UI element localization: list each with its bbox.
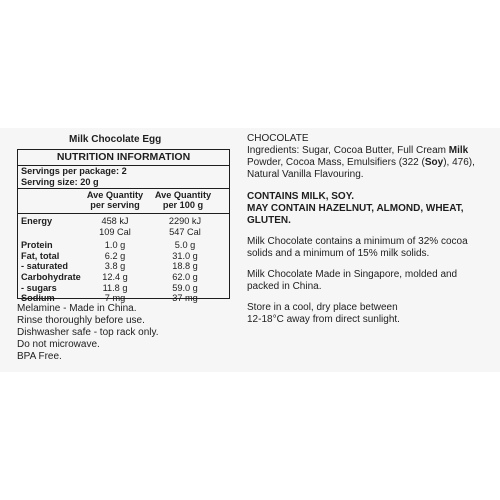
care-line: BPA Free. — [17, 351, 62, 362]
table-row: Energy 458 kJ 2290 kJ — [21, 216, 202, 226]
care-line: Dishwasher safe - top rack only. — [17, 327, 159, 338]
table-row: 109 Cal 547 Cal — [99, 226, 201, 237]
column-headers — [18, 189, 229, 213]
care-line: Rinse thoroughly before use. — [17, 315, 145, 326]
table-row: - saturated 3.8 g 18.8 g — [21, 261, 198, 272]
care-instructions — [17, 303, 232, 363]
ingredients-text: Ingredients: Sugar, Cocoa Butter, Full Cream Milk Powder, Cocoa Mass, Emulsifiers (322 (Soy), 476), Natural Vanilla Flavouring. — [247, 145, 475, 180]
table-row: Carbohydrate 12.4 g 62.0 g — [21, 271, 198, 282]
table-row: Protein 1.0 g 5.0 g — [21, 240, 196, 251]
nutrition-information-panel — [17, 149, 230, 304]
column-header-per-100g: Ave Quantity per 100 g — [154, 190, 212, 210]
product-title: Milk Chocolate Egg — [69, 134, 162, 145]
ingredients-heading: CHOCOLATE — [247, 133, 309, 144]
servings-per-package: Servings per package: 2 — [21, 166, 127, 176]
table-row: Sodium 7 mg 37 mg — [21, 293, 198, 304]
care-line: Do not microwave. — [17, 339, 100, 350]
table-row: - sugars 11.8 g 59.0 g — [21, 282, 198, 293]
origin-statement: Milk Chocolate Made in Singapore, molded and packed in China. — [247, 269, 458, 292]
nutrition-rows — [18, 214, 229, 304]
allergen-statement: CONTAINS MILK, SOY. MAY CONTAIN HAZELNUT, ALMOND, WHEAT, GLUTEN. — [247, 191, 464, 226]
serving-size: Serving size: 20 g — [21, 177, 99, 187]
table-row: Fat, total 6.2 g 31.0 g — [21, 250, 198, 261]
nutrition-heading: NUTRITION INFORMATION — [56, 151, 191, 163]
chocolate-details — [247, 133, 495, 326]
composition-statement: Milk Chocolate contains a minimum of 32% cocoa solids and a minimum of 15% milk solids. — [247, 236, 468, 259]
storage-statement: Store in a cool, dry place between 12-18°C away from direct sunlight. — [247, 302, 400, 325]
care-line: Melamine - Made in China. — [17, 303, 137, 314]
column-header-per-serving: Ave Quantity per serving — [86, 190, 144, 210]
